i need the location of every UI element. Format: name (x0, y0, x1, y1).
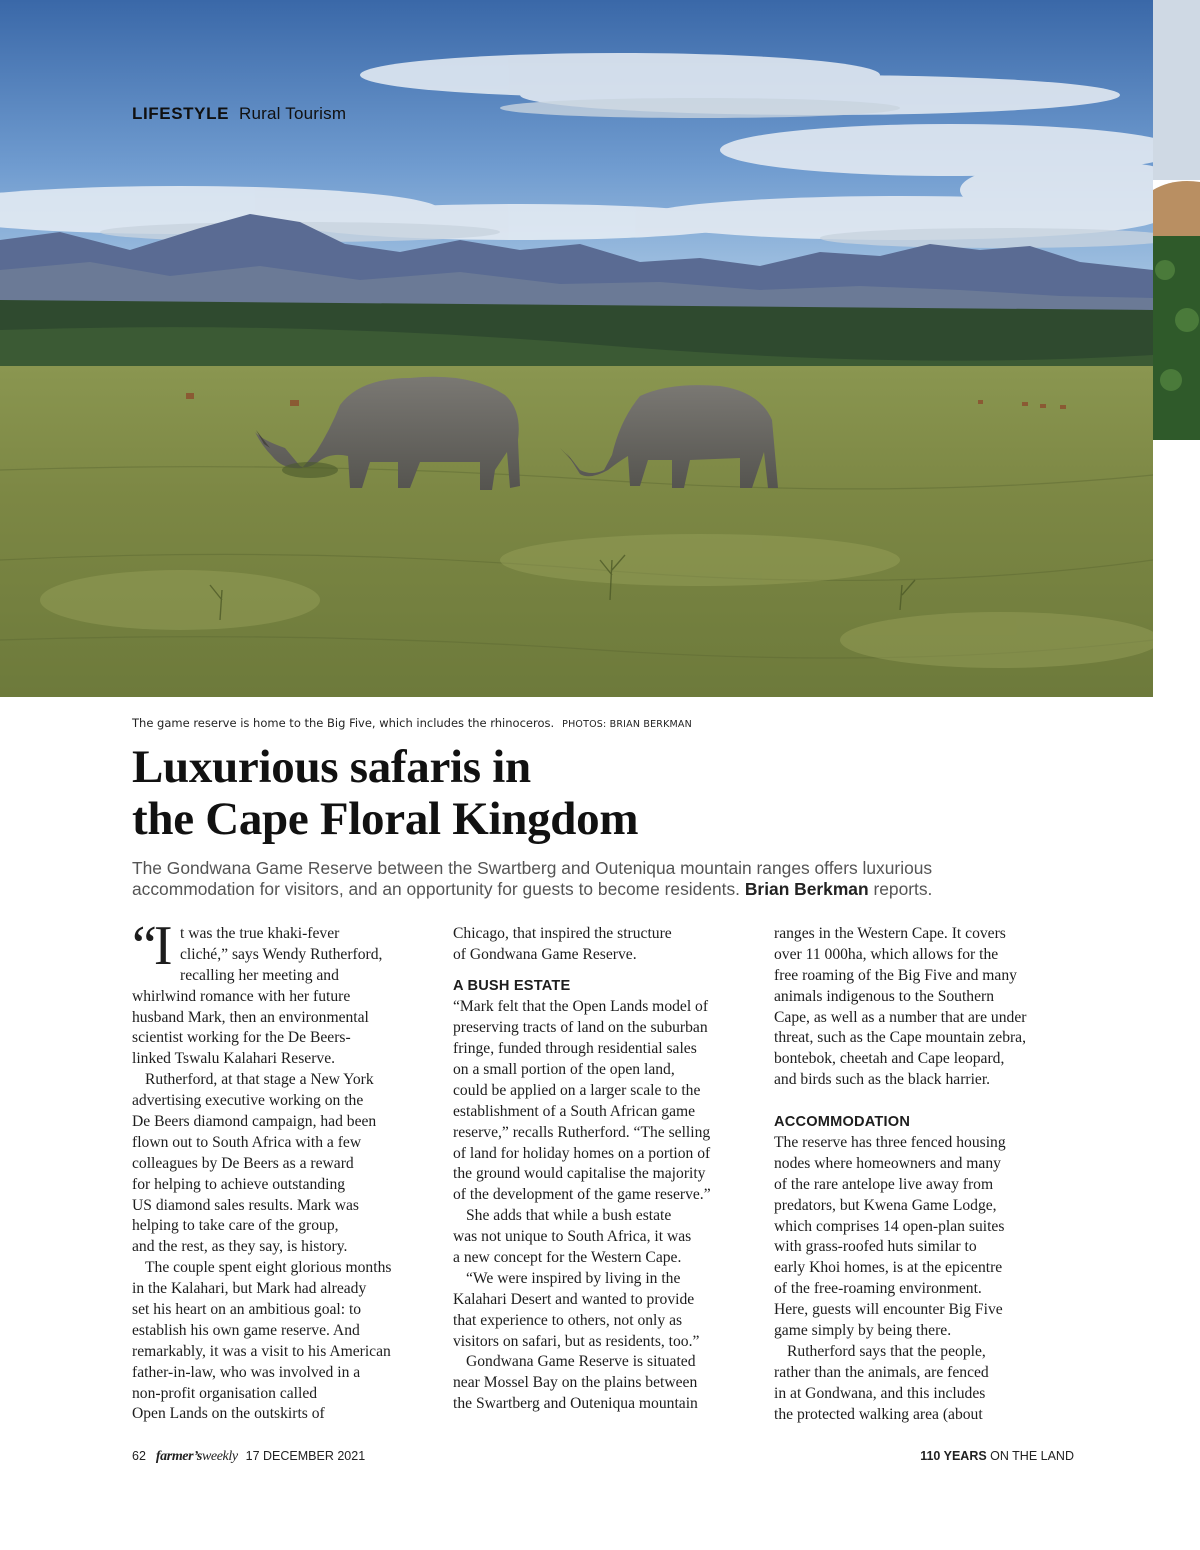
body-line: advertising executive working on the (132, 1092, 364, 1110)
body-line: reserve,” recalls Rutherford. “The selling (453, 1123, 711, 1141)
body-line: non-profit organisation called (132, 1384, 318, 1402)
article-headline (132, 741, 1032, 845)
headline-line-2: the Cape Floral Kingdom (132, 793, 639, 845)
body-line: establishment of a South African game (453, 1102, 696, 1120)
body-line: “We were inspired by living in the (466, 1269, 681, 1287)
body-line: bontebok, cheetah and Cape leopard, (774, 1050, 1005, 1068)
body-line: father-in-law, who was involved in a (132, 1363, 361, 1381)
body-line: in the Kalahari, but Mark had already (132, 1280, 367, 1298)
body-line: of the development of the game reserve.” (453, 1186, 711, 1204)
page-number: 62 (132, 1449, 146, 1463)
body-line: for helping to achieve outstanding (132, 1175, 346, 1193)
body-line: husband Mark, then an environmental (132, 1008, 369, 1026)
body-line: set his heart on an ambitious goal: to (132, 1301, 362, 1319)
body-line: rather than the animals, are fenced (774, 1363, 989, 1381)
body-line: predators, but Kwena Game Lodge, (774, 1196, 997, 1214)
body-line: that experience to others, not only as (453, 1311, 683, 1329)
body-line: ranges in the Western Cape. It covers (774, 925, 1006, 942)
caption-text: The game reserve is home to the Big Five, which includes the rhinoceros. (132, 716, 555, 730)
headline-line-1: Luxurious safaris in (132, 741, 531, 793)
body-line: could be applied on a larger scale to the (453, 1081, 701, 1099)
body-line: over 11 000ha, which allows for the (774, 945, 999, 963)
body-line: of land for holiday homes on a portion of (453, 1144, 711, 1162)
body-line: colleagues by De Beers as a reward (132, 1154, 354, 1172)
body-line: Gondwana Game Reserve is situated (466, 1353, 696, 1371)
body-line: visitors on safari, but as residents, too.” (453, 1332, 700, 1350)
body-line: in at Gondwana, and this includes (774, 1384, 986, 1402)
body-line: preserving tracts of land on the suburban (453, 1019, 708, 1037)
spacer (453, 966, 753, 977)
body-column-1 (132, 915, 432, 1425)
body-line: US diamond sales results. Mark was (132, 1196, 359, 1214)
body-line: whirlwind romance with her future (132, 987, 351, 1005)
body-line: scientist working for the De Beers- (132, 1029, 351, 1047)
drop-cap-block (132, 915, 432, 987)
body-line: establish his own game reserve. And (132, 1321, 360, 1339)
body-line: nodes where homeowners and many (774, 1154, 1001, 1172)
body-line: threat, such as the Cape mountain zebra, (774, 1029, 1027, 1047)
body-line: the ground would capitalise the majority (453, 1165, 706, 1183)
section-name: Rural Tourism (239, 104, 347, 123)
body-line: game simply by being there. (774, 1322, 952, 1340)
subhead-accommodation: ACCOMMODATION (774, 1114, 911, 1131)
byline: Brian Berkman (744, 879, 869, 899)
body-line: recalling her meeting and (180, 966, 339, 984)
body-line: animals indigenous to the Southern (774, 987, 995, 1005)
page-folio (132, 1449, 365, 1465)
body-line: The couple spent eight glorious months (145, 1259, 392, 1277)
photo-caption (132, 716, 692, 730)
standfirst (132, 858, 1082, 900)
body-line: fringe, funded through residential sales (453, 1040, 697, 1058)
body-line: Kalahari Desert and wanted to provide (453, 1290, 695, 1308)
body-line: The reserve has three fenced housing (774, 1134, 1006, 1152)
body-line: Open Lands on the outskirts of (132, 1405, 325, 1423)
body-line: was not unique to South Africa, it was (453, 1228, 692, 1246)
body-line: the Swartberg and Outeniqua mountain (453, 1395, 698, 1413)
next-page-photo-edge (1153, 0, 1200, 440)
body-line: Cape, as well as a number that are under (774, 1008, 1027, 1026)
body-column-2 (453, 924, 753, 1415)
drop-cap: “I (132, 915, 170, 977)
body-line: of the free-roaming environment. (774, 1280, 982, 1298)
body-line: and birds such as the black harrier. (774, 1071, 991, 1089)
body-line: of the rare antelope live away from (774, 1175, 994, 1193)
body-line: Rutherford says that the people, (787, 1342, 986, 1360)
body-line: near Mossel Bay on the plains between (453, 1374, 698, 1392)
subhead-bush-estate: A BUSH ESTATE (453, 978, 571, 995)
standfirst-line-1: The Gondwana Game Reserve between the Swartberg and Outeniqua mountain ranges offers luxurious (132, 858, 933, 878)
body-line: Here, guests will encounter Big Five (774, 1301, 1003, 1319)
section-kicker: LIFESTYLE (132, 104, 230, 123)
body-line: early Khoi homes, is at the epicentre (774, 1259, 1003, 1277)
standfirst-line-2: accommodation for visitors, and an opportunity for guests to become residents. Brian Berkman reports. (132, 879, 933, 899)
body-line: with grass-roofed huts similar to (774, 1238, 977, 1256)
spacer (774, 1091, 1074, 1112)
body-line: She adds that while a bush estate (466, 1207, 672, 1225)
body-line: the protected walking area (about (774, 1405, 983, 1423)
section-tag (132, 104, 346, 124)
body-line: on a small portion of the open land, (453, 1060, 675, 1078)
body-line: of Gondwana Game Reserve. (453, 945, 637, 963)
body-line: and the rest, as they say, is history. (132, 1238, 348, 1256)
body-column-3 (774, 924, 1074, 1425)
body-line: Rutherford, at that stage a New York (145, 1071, 374, 1089)
body-line: helping to take care of the group, (132, 1217, 339, 1235)
body-line: Chicago, that inspired the structure (453, 925, 672, 942)
body-line: t was the true khaki-fever (180, 925, 340, 942)
issue-date: 17 DECEMBER 2021 (245, 1449, 366, 1463)
publication-logo: farmer’sweekly (155, 1449, 238, 1464)
body-line: cliché,” says Wendy Rutherford, (180, 945, 383, 963)
body-line: a new concept for the Western Cape. (453, 1248, 682, 1266)
footer-tagline: 110 YEARS ON THE LAND (920, 1449, 1074, 1463)
body-line: remarkably, it was a visit to his American (132, 1342, 391, 1360)
body-line: free roaming of the Big Five and many (774, 966, 1017, 984)
body-line: De Beers diamond campaign, had been (132, 1113, 377, 1131)
photo-credit: PHOTOS: BRIAN BERKMAN (562, 719, 692, 730)
body-line: which comprises 14 open-plan suites (774, 1217, 1005, 1235)
body-line: flown out to South Africa with a few (132, 1133, 362, 1151)
body-line: “Mark felt that the Open Lands model of (453, 998, 709, 1016)
body-line: linked Tswalu Kalahari Reserve. (132, 1050, 336, 1068)
